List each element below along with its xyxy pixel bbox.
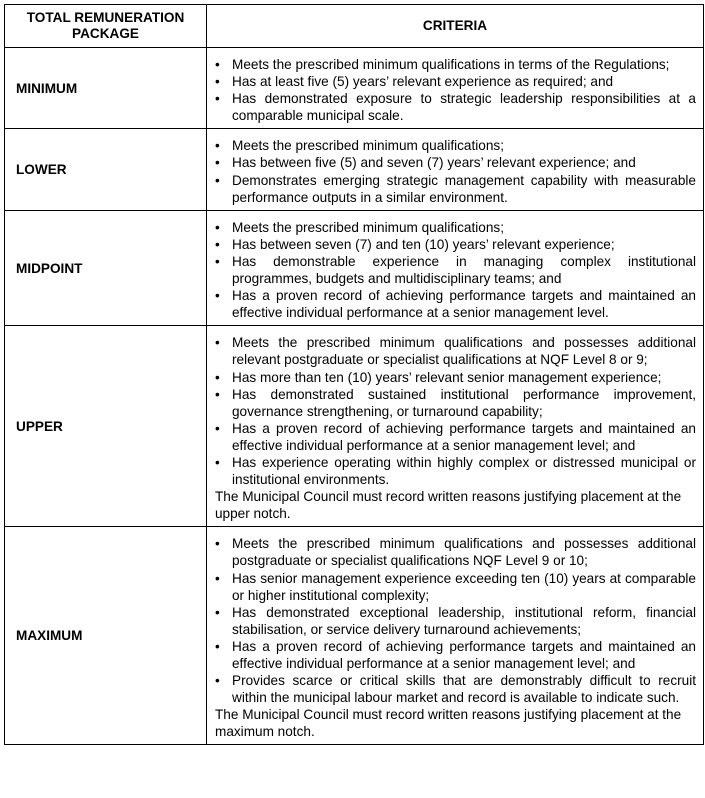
criteria-text: Has a proven record of achieving performance targets and maintained an effective individual performance at a senior management level; and <box>232 420 696 453</box>
criteria-text: Has more than ten (10) years’ relevant senior management experience; <box>232 369 662 385</box>
table-row <box>5 527 704 745</box>
criteria-item <box>215 236 696 253</box>
criteria-text: Meets the prescribed minimum qualifications; <box>232 138 504 154</box>
criteria-text: Meets the prescribed minimum qualifications and possesses additional postgraduate or specialist qualifications NQF Level 9 or 10; <box>232 536 696 569</box>
criteria-item <box>215 56 696 73</box>
criteria-list <box>215 137 696 205</box>
criteria-item <box>215 137 696 154</box>
bullet-icon: • <box>215 673 220 689</box>
criteria-text: Meets the prescribed minimum qualifications; <box>232 219 504 235</box>
criteria-item <box>215 638 696 672</box>
criteria-item <box>215 219 696 236</box>
criteria-list <box>215 219 696 322</box>
criteria-item <box>215 287 696 321</box>
bullet-icon: • <box>215 155 220 171</box>
bullet-icon: • <box>215 454 220 470</box>
criteria-text: Has a proven record of achieving performance targets and maintained an effective individual performance at a senior management level; and <box>232 638 696 671</box>
criteria-item <box>215 535 696 569</box>
criteria-text: Has demonstrated exposure to strategic leadership responsibilities at a comparable municipal scale. <box>232 91 696 124</box>
criteria-text: Has experience operating within highly complex or distressed municipal or institutional environments. <box>232 454 696 488</box>
criteria-item <box>215 154 696 171</box>
bullet-icon: • <box>215 236 220 252</box>
criteria-item <box>215 73 696 90</box>
criteria-item <box>215 172 696 206</box>
bullet-icon: • <box>215 570 220 586</box>
bullet-icon: • <box>215 288 220 304</box>
criteria-text: Has demonstrated sustained institutional performance improvement, governance strengthening, or turnaround capability; <box>232 386 696 419</box>
criteria-item <box>215 90 696 124</box>
criteria-item <box>215 369 696 386</box>
table-header-row <box>5 5 704 48</box>
bullet-icon: • <box>215 138 220 154</box>
table-row <box>5 210 704 326</box>
criteria-item <box>215 454 696 488</box>
remuneration-document <box>4 4 703 745</box>
criteria-cell <box>207 129 704 210</box>
bullet-icon: • <box>215 57 220 72</box>
criteria-item <box>215 420 696 454</box>
package-label: MINIMUM <box>5 48 207 129</box>
criteria-text: Has senior management experience exceeding ten (10) years at comparable or higher institutional complexity; <box>232 570 696 603</box>
council-note: The Municipal Council must record written reasons justifying placement at the upper notch. <box>215 489 682 522</box>
criteria-cell <box>207 326 704 527</box>
remuneration-table <box>4 4 704 745</box>
criteria-text: Has at least five (5) years’ relevant experience as required; and <box>232 74 614 90</box>
criteria-list <box>215 334 696 488</box>
criteria-cell <box>207 210 704 326</box>
package-label: UPPER <box>5 326 207 527</box>
bullet-icon: • <box>215 638 220 654</box>
criteria-text: Has demonstrated exceptional leadership, institutional reform, financial stabilisation, or service delivery turnaround achievements; <box>232 604 696 637</box>
header-package: TOTAL REMUNERATION PACKAGE <box>5 5 207 48</box>
table-row <box>5 129 704 210</box>
council-note: The Municipal Council must record written reasons justifying placement at the maximum notch. <box>215 707 682 740</box>
criteria-item <box>215 604 696 638</box>
criteria-text: Has demonstrable experience in managing complex institutional programmes, budgets and multidisciplinary teams; and <box>232 253 696 287</box>
bullet-icon: • <box>215 369 220 385</box>
package-label: MIDPOINT <box>5 210 207 326</box>
criteria-text: Has between seven (7) and ten (10) years’ relevant experience; <box>232 236 615 252</box>
criteria-item <box>215 672 696 706</box>
criteria-item <box>215 334 696 368</box>
criteria-text: Meets the prescribed minimum qualifications in terms of the Regulations; <box>232 57 670 72</box>
bullet-icon: • <box>215 253 220 269</box>
bullet-icon: • <box>215 604 220 620</box>
package-label: LOWER <box>5 129 207 210</box>
criteria-text: Has between five (5) and seven (7) years’ relevant experience; and <box>232 155 636 171</box>
criteria-item <box>215 386 696 420</box>
bullet-icon: • <box>215 74 220 90</box>
table-row <box>5 48 704 129</box>
bullet-icon: • <box>215 219 220 235</box>
bullet-icon: • <box>215 536 220 552</box>
bullet-icon: • <box>215 386 220 402</box>
criteria-cell <box>207 48 704 129</box>
bullet-icon: • <box>215 172 220 188</box>
criteria-list <box>215 56 696 124</box>
table-body <box>5 48 704 745</box>
table-row <box>5 326 704 527</box>
header-criteria: CRITERIA <box>207 5 704 48</box>
criteria-cell <box>207 527 704 745</box>
criteria-list <box>215 535 696 706</box>
criteria-item <box>215 253 696 287</box>
criteria-text: Provides scarce or critical skills that are demonstrably difficult to recruit within the municipal labour market and record is available to indicate such. <box>232 673 696 706</box>
criteria-item <box>215 570 696 604</box>
bullet-icon: • <box>215 91 220 107</box>
criteria-text: Demonstrates emerging strategic management capability with measurable performance outputs in a similar environment. <box>232 172 696 205</box>
bullet-icon: • <box>215 420 220 436</box>
package-label: MAXIMUM <box>5 527 207 745</box>
criteria-text: Has a proven record of achieving performance targets and maintained an effective individual performance at a senior management level. <box>232 288 696 321</box>
bullet-icon: • <box>215 335 220 351</box>
criteria-text: Meets the prescribed minimum qualifications and possesses additional relevant postgraduate or specialist qualifications at NQF Level 8 or 9; <box>232 335 696 368</box>
